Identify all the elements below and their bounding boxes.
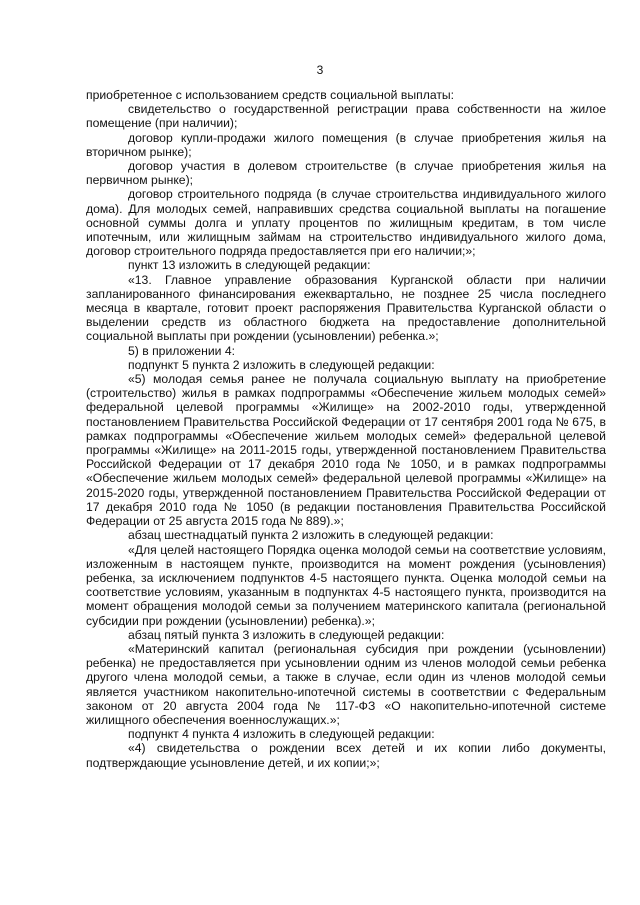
paragraph: подпункт 4 пункта 4 изложить в следующей редакции: xyxy=(128,727,435,742)
paragraph: договор купли-продажи жилого помещения (в случае приобретения жилья на вторичном рынке); xyxy=(86,130,606,159)
paragraph: договор участия в долевом строительстве (в случае приобретения жилья на первичном рынке); xyxy=(86,159,606,188)
paragraph: 5) в приложении 4: xyxy=(128,343,235,358)
paragraph: «13. Главное управление образования Курганской области при наличии запланированного финансирования ежеквартально, не позднее 25 числа последнего месяца в квартале, готовит проект распоряжения Правительства Курганской области о выделении средств из областного бюджета на предоставление дополнительной социальной выплаты при рождении (усыновлении) ребенка.»; xyxy=(86,272,606,344)
paragraph: свидетельство о государственной регистрации права собственности на жилое помещение (при наличии); xyxy=(86,102,606,131)
paragraph: абзац шестнадцатый пункта 2 изложить в следующей редакции: xyxy=(128,528,494,543)
paragraph: подпункт 5 пункта 2 изложить в следующей редакции: xyxy=(128,357,435,372)
paragraph: пункт 13 изложить в следующей редакции: xyxy=(128,258,371,273)
paragraph: договор строительного подряда (в случае строительства индивидуального жилого дома). Для молодых семей, направивших средства социальной выплаты на погашение основной суммы долга и уплату процентов по жилищным кредитам, в том числе ипотечным, или жилищным займам на строительство индивидуального жилого дома, договор строительного подряда предоставляется при его наличии;»; xyxy=(86,187,606,259)
paragraph: «Для целей настоящего Порядка оценка молодой семьи на соответствие условиям, изложенным в настоящем пункте, производится на момент рождения (усыновления) ребенка, за исключением подпунктов 4-5 настоящего пункта. Оценка молодой семьи на соответствие условиям, указанным в подпунктах 4-5 настоящего пункта, производится на момент обращения молодой семьи за получением материнского капитала (региональной субсидии при рождении (усыновлении) ребенка).»; xyxy=(86,542,606,628)
paragraph: «4) свидетельства о рождении всех детей и их копии либо документы, подтверждающие усыновление детей, и их копии;»; xyxy=(86,741,606,770)
paragraph: приобретенное с использованием средств социальной выплаты: xyxy=(86,88,455,102)
document-body xyxy=(86,88,606,770)
page-number: 3 xyxy=(316,63,324,77)
paragraph: «5) молодая семья ранее не получала социальную выплату на приобретение (строительство) жилья в рамках подпрограммы «Обеспечение жильем молодых семей» федеральной целевой программы «Жилище» на 2002-2010 годы, утвержденной постановлением Правительства Российской Федерации от 17 сентября 2001 года № 675, в рамках подпрограммы «Обеспечение жильем молодых семей» федеральной целевой программы «Жилище» на 2011-2015 годы, утвержденной постановлением Правительства Российской Федерации от 17 декабря 2010 года № 1050, и в рамках подпрограммы «Обеспечение жильем молодых семей» федеральной целевой программы «Жилище» на 2015-2020 годы, утвержденной постановлением Правительства Российской Федерации от 17 декабря 2010 года № 1050 (в редакции постановления Правительства Российской Федерации от 25 августа 2015 года № 889).»; xyxy=(86,372,606,529)
paragraph: «Материнский капитал (региональная субсидия при рождении (усыновлении) ребенка) не предоставляется при усыновлении одним из членов молодой семьи ребенка другого члена молодой семьи, а также в случае, если один из членов молодой семьи является участником накопительно-ипотечной системы в соответствии с Федеральным законом от 20 августа 2004 года № 117-ФЗ «О накопительно-ипотечной системе жилищного обеспечения военнослужащих.»; xyxy=(86,641,606,727)
paragraph: абзац пятый пункта 3 изложить в следующей редакции: xyxy=(128,627,445,642)
